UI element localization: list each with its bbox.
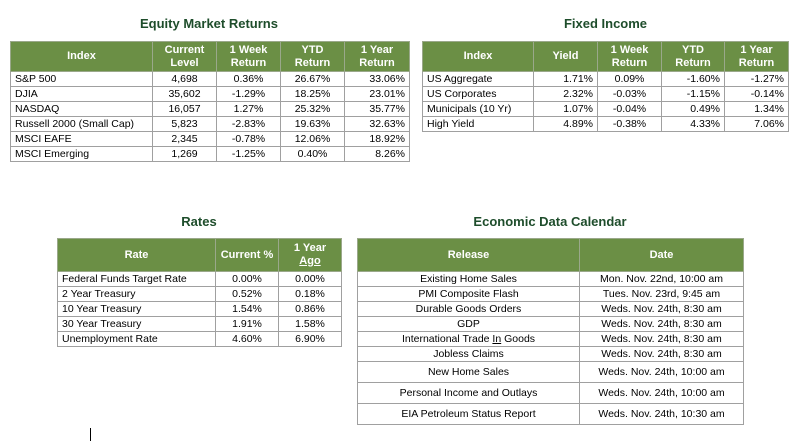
cell-week: -0.78%: [217, 132, 281, 147]
table-row: [11, 132, 410, 147]
cell-yearago: 6.90%: [279, 332, 342, 347]
index-name: High Yield: [423, 117, 534, 132]
cell-ytd: 19.63%: [281, 117, 345, 132]
fixed-header-index: Index: [423, 42, 534, 72]
index-name: S&P 500: [11, 72, 153, 87]
table-row: [358, 317, 744, 332]
cell-level: 35,602: [153, 87, 217, 102]
index-name: Municipals (10 Yr): [423, 102, 534, 117]
release-name: New Home Sales: [358, 362, 580, 383]
equity-header-ytd: YTD Return: [281, 42, 345, 72]
release-date: Weds. Nov. 24th, 8:30 am: [580, 317, 744, 332]
table-row: [423, 72, 789, 87]
rate-name: 30 Year Treasury: [58, 317, 216, 332]
table-row: [58, 302, 342, 317]
cell-yield: 1.71%: [534, 72, 598, 87]
release-name: Durable Goods Orders: [358, 302, 580, 317]
release-date: Weds. Nov. 24th, 8:30 am: [580, 332, 744, 347]
index-name: US Aggregate: [423, 72, 534, 87]
calendar-header-date: Date: [580, 239, 744, 272]
cell-ytd: 18.25%: [281, 87, 345, 102]
cell-yield: 4.89%: [534, 117, 598, 132]
cell-week: -0.03%: [598, 87, 662, 102]
cell-year: -1.27%: [725, 72, 789, 87]
rates-table: [57, 238, 342, 347]
cell-current: 1.91%: [216, 317, 279, 332]
calendar-header-release: Release: [358, 239, 580, 272]
index-name: MSCI EAFE: [11, 132, 153, 147]
cell-level: 4,698: [153, 72, 217, 87]
table-row: [358, 404, 744, 425]
table-row: [11, 147, 410, 162]
table-row: [11, 87, 410, 102]
cell-level: 2,345: [153, 132, 217, 147]
index-name: US Corporates: [423, 87, 534, 102]
release-name: Personal Income and Outlays: [358, 383, 580, 404]
release-text: International Trade: [401, 333, 493, 345]
fixed-header-week: 1 Week Return: [598, 42, 662, 72]
release-name: [358, 332, 580, 347]
cell-ytd: 4.33%: [662, 117, 725, 132]
release-date: Weds. Nov. 24th, 10:00 am: [580, 383, 744, 404]
cell-current: 0.00%: [216, 272, 279, 287]
cell-week: -2.83%: [217, 117, 281, 132]
cell-yield: 2.32%: [534, 87, 598, 102]
release-date: Weds. Nov. 24th, 8:30 am: [580, 347, 744, 362]
cell-current: 4.60%: [216, 332, 279, 347]
cell-ytd: 12.06%: [281, 132, 345, 147]
release-name: GDP: [358, 317, 580, 332]
index-name: DJIA: [11, 87, 153, 102]
rate-name: 2 Year Treasury: [58, 287, 216, 302]
rates-header-current: Current %: [216, 239, 279, 272]
cell-year: 1.34%: [725, 102, 789, 117]
table-row: [358, 302, 744, 317]
cell-year: 33.06%: [345, 72, 410, 87]
cell-current: 0.52%: [216, 287, 279, 302]
equity-table: [10, 41, 410, 162]
release-date: Weds. Nov. 24th, 8:30 am: [580, 302, 744, 317]
index-name: MSCI Emerging: [11, 147, 153, 162]
table-row: [358, 362, 744, 383]
text-cursor: [90, 428, 91, 441]
table-row: [358, 383, 744, 404]
rate-name: Unemployment Rate: [58, 332, 216, 347]
equity-header-index: Index: [11, 42, 153, 72]
release-name: EIA Petroleum Status Report: [358, 404, 580, 425]
table-row: [11, 117, 410, 132]
table-row: [423, 102, 789, 117]
cell-year: 23.01%: [345, 87, 410, 102]
cell-week: 1.27%: [217, 102, 281, 117]
equity-title: Equity Market Returns: [140, 16, 278, 31]
fixed-income-table: [422, 41, 789, 132]
release-date: Weds. Nov. 24th, 10:30 am: [580, 404, 744, 425]
cell-level: 1,269: [153, 147, 217, 162]
cell-yearago: 1.58%: [279, 317, 342, 332]
equity-header-year: 1 Year Return: [345, 42, 410, 72]
cell-year: 18.92%: [345, 132, 410, 147]
cell-week: -1.29%: [217, 87, 281, 102]
table-row: [58, 287, 342, 302]
cell-ytd: -1.60%: [662, 72, 725, 87]
equity-header-week: 1 Week Return: [217, 42, 281, 72]
table-row: [358, 287, 744, 302]
release-date: Weds. Nov. 24th, 10:00 am: [580, 362, 744, 383]
rate-name: 10 Year Treasury: [58, 302, 216, 317]
cell-year: -0.14%: [725, 87, 789, 102]
equity-header-level: Current Level: [153, 42, 217, 72]
release-name: Existing Home Sales: [358, 272, 580, 287]
table-row: [423, 87, 789, 102]
rates-title: Rates: [181, 214, 217, 229]
cell-week: -0.38%: [598, 117, 662, 132]
index-name: NASDAQ: [11, 102, 153, 117]
release-date: Mon. Nov. 22nd, 10:00 am: [580, 272, 744, 287]
table-row: [58, 317, 342, 332]
table-row: [58, 332, 342, 347]
cell-yearago: 0.86%: [279, 302, 342, 317]
cell-yearago: 0.00%: [279, 272, 342, 287]
release-text: Goods: [501, 333, 536, 345]
cell-year: 8.26%: [345, 147, 410, 162]
cell-current: 1.54%: [216, 302, 279, 317]
calendar-table: [357, 238, 744, 425]
release-name: PMI Composite Flash: [358, 287, 580, 302]
cell-year: 35.77%: [345, 102, 410, 117]
cell-ytd: 25.32%: [281, 102, 345, 117]
table-row: [423, 117, 789, 132]
table-row: [358, 272, 744, 287]
table-row: [358, 332, 744, 347]
fixed-income-title: Fixed Income: [563, 16, 648, 31]
table-row: [358, 347, 744, 362]
cell-year: 7.06%: [725, 117, 789, 132]
rates-header-rate: Rate: [58, 239, 216, 272]
fixed-header-yield: Yield: [534, 42, 598, 72]
table-row: [11, 102, 410, 117]
release-text-underlined: In: [492, 333, 502, 345]
cell-week: -1.25%: [217, 147, 281, 162]
cell-week: 0.36%: [217, 72, 281, 87]
rate-name: Federal Funds Target Rate: [58, 272, 216, 287]
fixed-header-ytd: YTD Return: [662, 42, 725, 72]
cell-level: 5,823: [153, 117, 217, 132]
cell-week: -0.04%: [598, 102, 662, 117]
index-name: Russell 2000 (Small Cap): [11, 117, 153, 132]
cell-yearago: 0.18%: [279, 287, 342, 302]
cell-ytd: 0.40%: [281, 147, 345, 162]
rates-header-yearago: 1 Year Ago: [279, 239, 342, 272]
fixed-header-year: 1 Year Return: [725, 42, 789, 72]
cell-year: 32.63%: [345, 117, 410, 132]
cell-ytd: 0.49%: [662, 102, 725, 117]
table-row: [58, 272, 342, 287]
cell-week: 0.09%: [598, 72, 662, 87]
table-row: [11, 72, 410, 87]
release-name: Jobless Claims: [358, 347, 580, 362]
cell-level: 16,057: [153, 102, 217, 117]
cell-yield: 1.07%: [534, 102, 598, 117]
cell-ytd: -1.15%: [662, 87, 725, 102]
release-date: Tues. Nov. 23rd, 9:45 am: [580, 287, 744, 302]
calendar-title: Economic Data Calendar: [473, 214, 627, 229]
cell-ytd: 26.67%: [281, 72, 345, 87]
